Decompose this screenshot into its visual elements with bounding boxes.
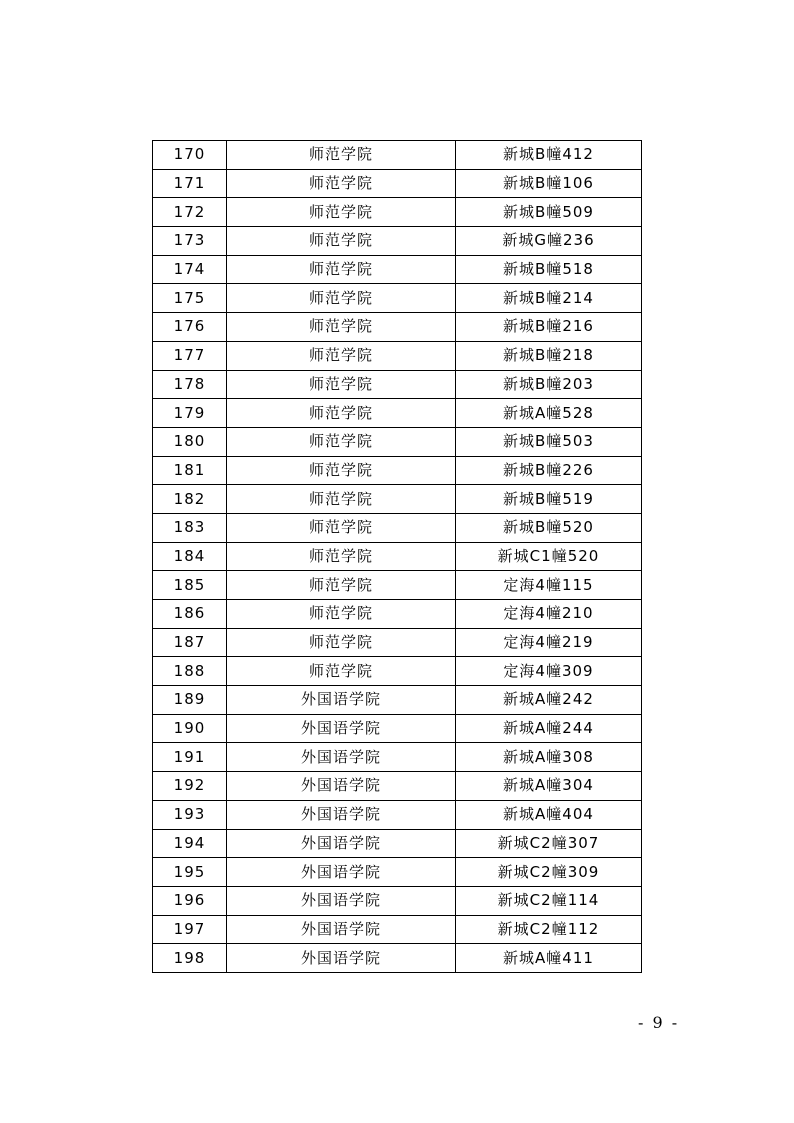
table-row — [153, 370, 642, 399]
table-row — [153, 198, 642, 227]
room-cell: 新城C2幢307 — [456, 829, 642, 858]
room-cell: 新城B幢203 — [456, 370, 642, 399]
table-row — [153, 886, 642, 915]
college-cell: 师范学院 — [227, 370, 456, 399]
table-row — [153, 686, 642, 715]
row-number-cell: 180 — [153, 427, 227, 456]
college-cell: 外国语学院 — [227, 800, 456, 829]
college-cell: 师范学院 — [227, 628, 456, 657]
row-number-cell: 197 — [153, 915, 227, 944]
row-number-cell: 192 — [153, 772, 227, 801]
college-cell: 师范学院 — [227, 456, 456, 485]
row-number-cell: 175 — [153, 284, 227, 313]
table-row — [153, 915, 642, 944]
room-cell: 新城B幢216 — [456, 313, 642, 342]
college-cell: 师范学院 — [227, 427, 456, 456]
room-cell: 新城B幢218 — [456, 341, 642, 370]
table-row — [153, 628, 642, 657]
college-cell: 师范学院 — [227, 141, 456, 170]
room-cell: 新城A幢304 — [456, 772, 642, 801]
room-cell: 定海4幢115 — [456, 571, 642, 600]
table-row — [153, 800, 642, 829]
room-cell: 新城B幢509 — [456, 198, 642, 227]
table-row — [153, 772, 642, 801]
room-cell: 新城B幢214 — [456, 284, 642, 313]
room-cell: 新城G幢236 — [456, 227, 642, 256]
table-row — [153, 485, 642, 514]
table-body — [153, 141, 642, 973]
row-number-cell: 196 — [153, 886, 227, 915]
table-row — [153, 944, 642, 973]
row-number-cell: 183 — [153, 513, 227, 542]
college-cell: 外国语学院 — [227, 743, 456, 772]
row-number-cell: 186 — [153, 600, 227, 629]
row-number-cell: 187 — [153, 628, 227, 657]
college-cell: 师范学院 — [227, 341, 456, 370]
room-cell: 新城B幢106 — [456, 169, 642, 198]
row-number-cell: 174 — [153, 255, 227, 284]
table-row — [153, 313, 642, 342]
row-number-cell: 191 — [153, 743, 227, 772]
college-cell: 师范学院 — [227, 284, 456, 313]
college-cell: 师范学院 — [227, 542, 456, 571]
college-cell: 师范学院 — [227, 313, 456, 342]
college-cell: 外国语学院 — [227, 886, 456, 915]
college-cell: 师范学院 — [227, 600, 456, 629]
college-cell: 师范学院 — [227, 513, 456, 542]
row-number-cell: 198 — [153, 944, 227, 973]
row-number-cell: 184 — [153, 542, 227, 571]
table-row — [153, 169, 642, 198]
row-number-cell: 176 — [153, 313, 227, 342]
college-cell: 师范学院 — [227, 571, 456, 600]
table-row — [153, 399, 642, 428]
college-cell: 外国语学院 — [227, 772, 456, 801]
room-cell: 新城B幢412 — [456, 141, 642, 170]
college-cell: 外国语学院 — [227, 829, 456, 858]
row-number-cell: 177 — [153, 341, 227, 370]
table-row — [153, 542, 642, 571]
table-row — [153, 858, 642, 887]
college-cell: 外国语学院 — [227, 686, 456, 715]
table-row — [153, 829, 642, 858]
room-cell: 新城C2幢114 — [456, 886, 642, 915]
table-row — [153, 284, 642, 313]
row-number-cell: 179 — [153, 399, 227, 428]
room-cell: 新城A幢528 — [456, 399, 642, 428]
table-row — [153, 255, 642, 284]
table-row — [153, 456, 642, 485]
table-row — [153, 743, 642, 772]
table-row — [153, 571, 642, 600]
room-cell: 新城C2幢309 — [456, 858, 642, 887]
room-cell: 新城C2幢112 — [456, 915, 642, 944]
row-number-cell: 194 — [153, 829, 227, 858]
room-cell: 定海4幢210 — [456, 600, 642, 629]
room-cell: 新城B幢518 — [456, 255, 642, 284]
room-cell: 新城A幢244 — [456, 714, 642, 743]
room-cell: 新城B幢520 — [456, 513, 642, 542]
row-number-cell: 185 — [153, 571, 227, 600]
row-number-cell: 178 — [153, 370, 227, 399]
room-cell: 定海4幢309 — [456, 657, 642, 686]
college-cell: 师范学院 — [227, 399, 456, 428]
room-cell: 新城C1幢520 — [456, 542, 642, 571]
page-number: - 9 - — [638, 1013, 680, 1032]
row-number-cell: 182 — [153, 485, 227, 514]
table-row — [153, 427, 642, 456]
room-cell: 新城A幢242 — [456, 686, 642, 715]
room-cell: 新城A幢308 — [456, 743, 642, 772]
room-cell: 新城B幢519 — [456, 485, 642, 514]
row-number-cell: 190 — [153, 714, 227, 743]
row-number-cell: 188 — [153, 657, 227, 686]
table-row — [153, 513, 642, 542]
room-cell: 新城B幢226 — [456, 456, 642, 485]
table-row — [153, 657, 642, 686]
college-cell: 外国语学院 — [227, 944, 456, 973]
college-cell: 师范学院 — [227, 657, 456, 686]
college-cell: 师范学院 — [227, 485, 456, 514]
row-number-cell: 173 — [153, 227, 227, 256]
row-number-cell: 193 — [153, 800, 227, 829]
dormitory-table — [152, 140, 642, 973]
college-cell: 外国语学院 — [227, 915, 456, 944]
table-row — [153, 227, 642, 256]
row-number-cell: 172 — [153, 198, 227, 227]
row-number-cell: 181 — [153, 456, 227, 485]
row-number-cell: 189 — [153, 686, 227, 715]
college-cell: 外国语学院 — [227, 858, 456, 887]
college-cell: 师范学院 — [227, 227, 456, 256]
college-cell: 师范学院 — [227, 169, 456, 198]
room-cell: 定海4幢219 — [456, 628, 642, 657]
table-row — [153, 714, 642, 743]
room-cell: 新城A幢404 — [456, 800, 642, 829]
college-cell: 外国语学院 — [227, 714, 456, 743]
table-row — [153, 341, 642, 370]
table-row — [153, 600, 642, 629]
row-number-cell: 170 — [153, 141, 227, 170]
row-number-cell: 171 — [153, 169, 227, 198]
college-cell: 师范学院 — [227, 255, 456, 284]
room-cell: 新城B幢503 — [456, 427, 642, 456]
row-number-cell: 195 — [153, 858, 227, 887]
room-cell: 新城A幢411 — [456, 944, 642, 973]
college-cell: 师范学院 — [227, 198, 456, 227]
table-row — [153, 141, 642, 170]
